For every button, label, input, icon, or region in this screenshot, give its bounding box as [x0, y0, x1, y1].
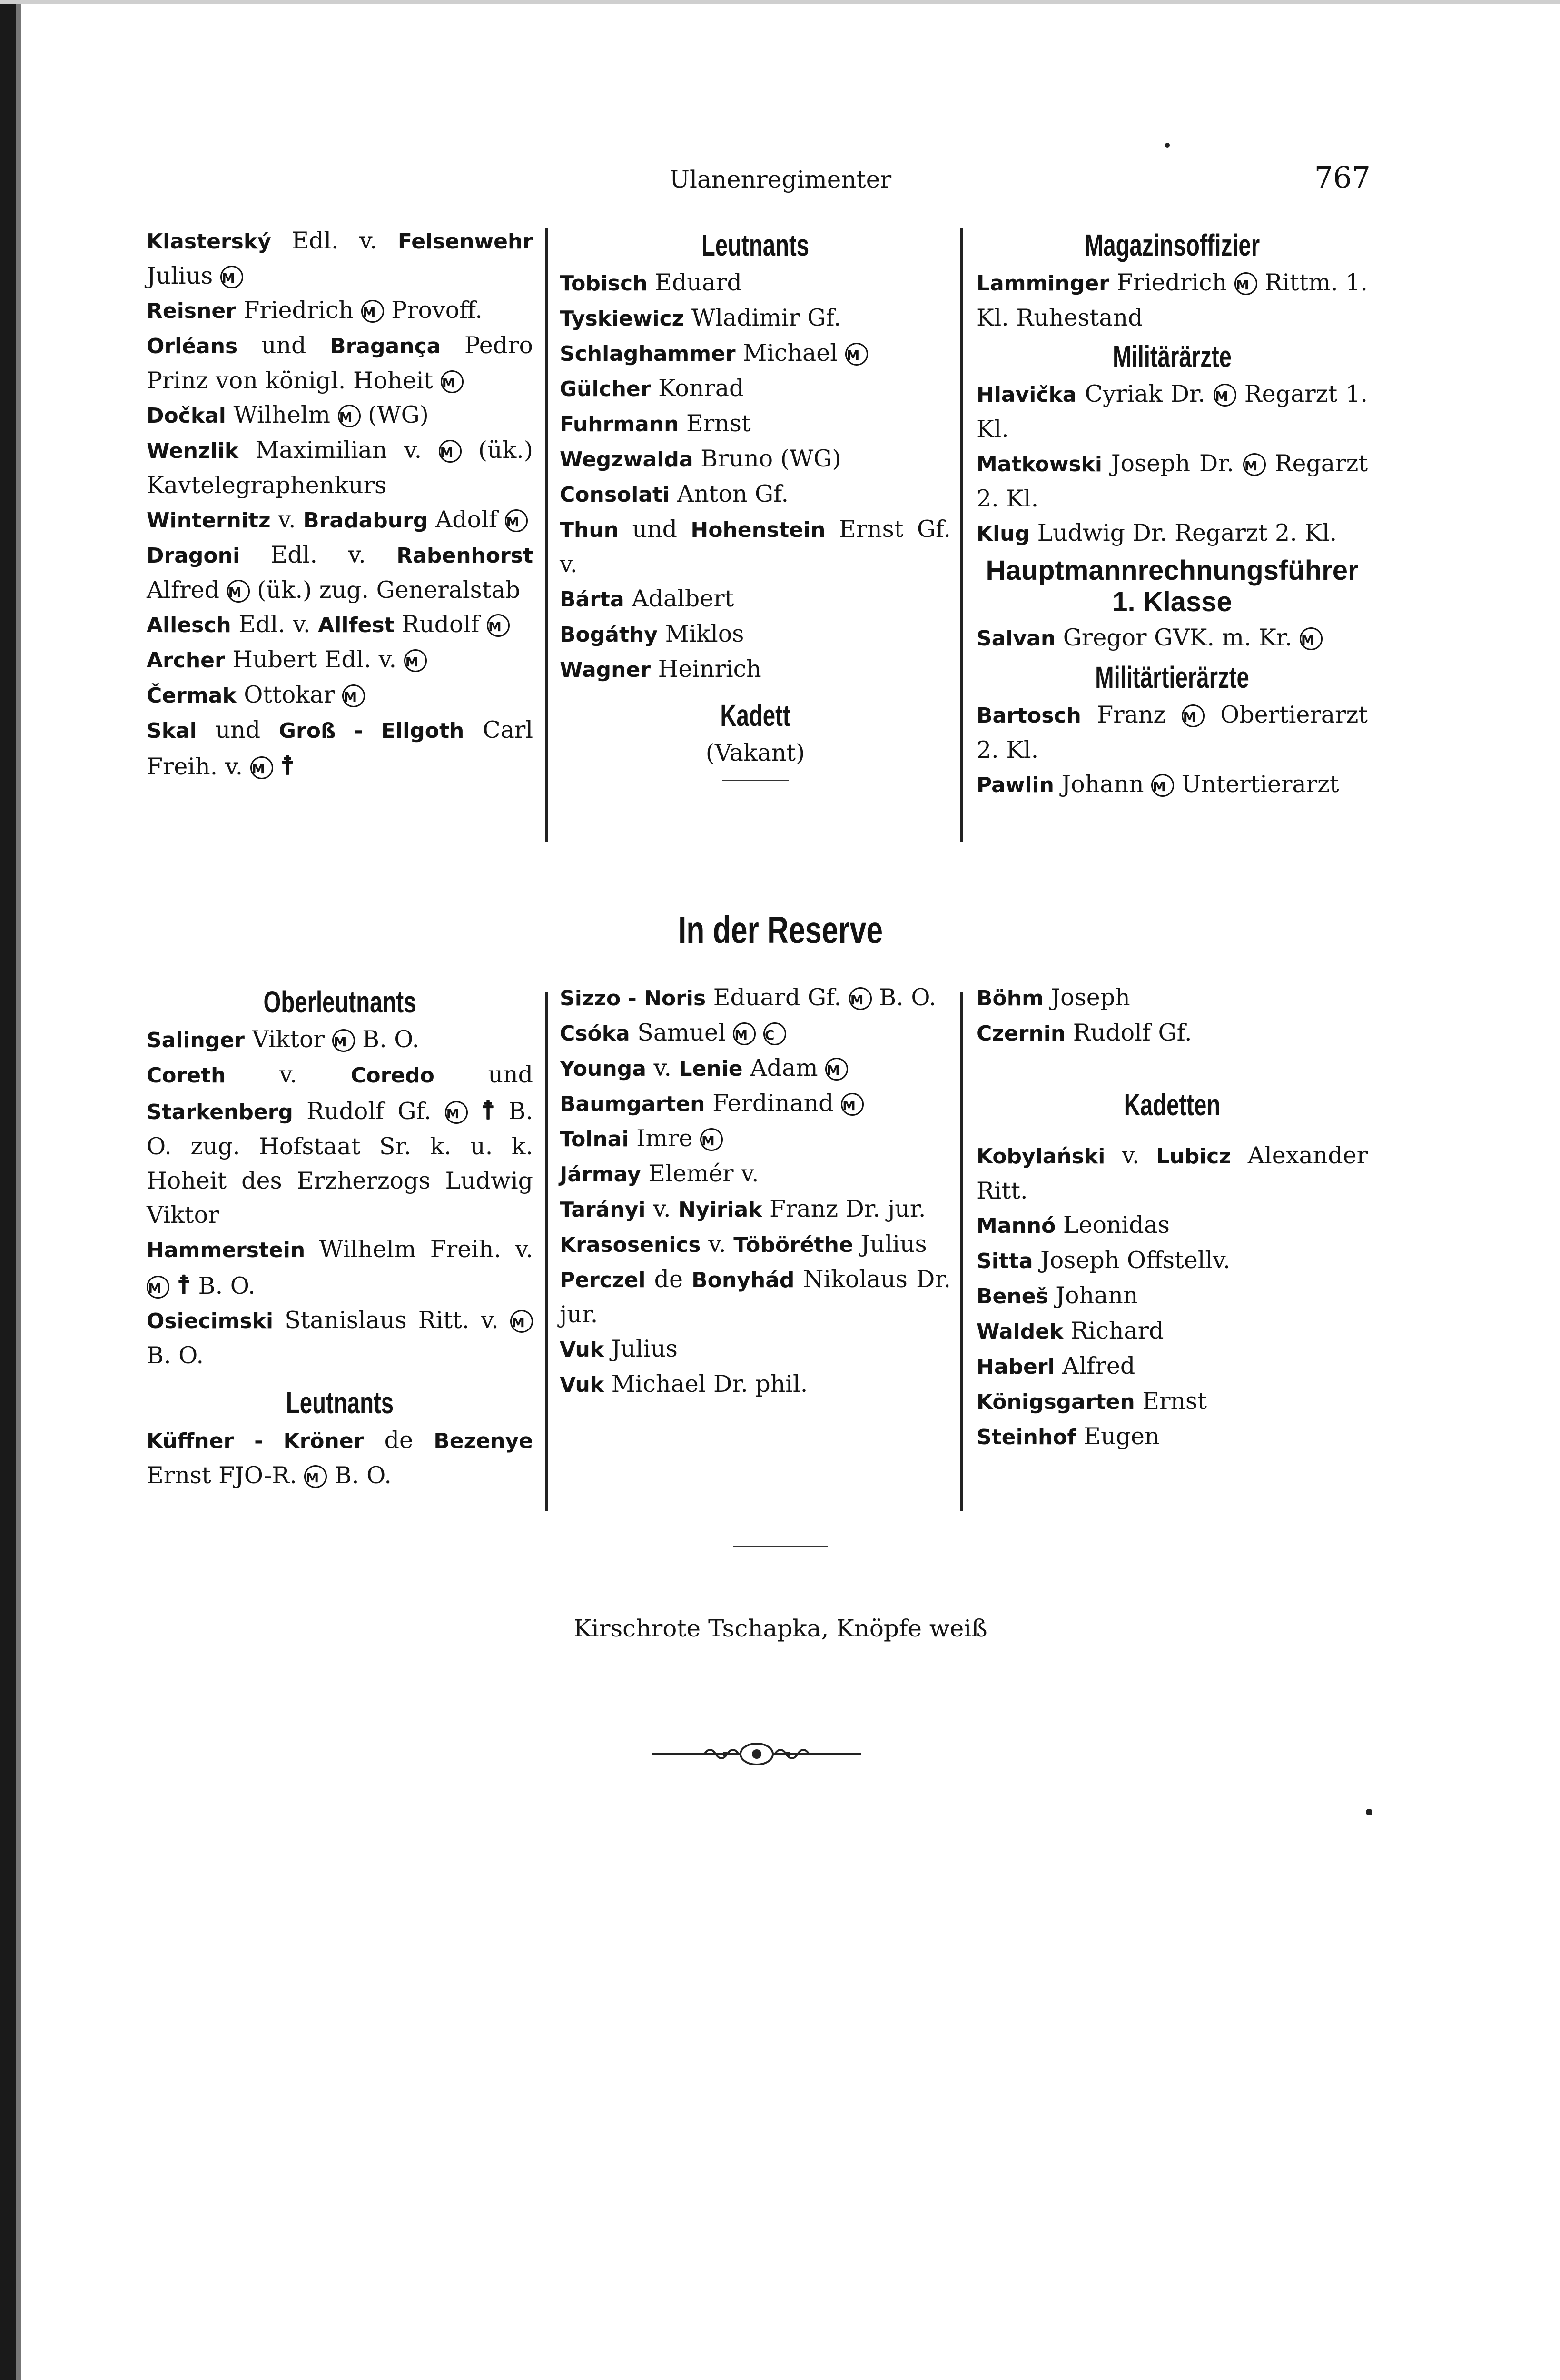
- list-item: Baumgarten Ferdinand M: [560, 1086, 951, 1121]
- medal-icon: M: [841, 1093, 864, 1116]
- list-item: Matkowski Joseph Dr. M Regarzt 2. Kl.: [977, 450, 1368, 512]
- medal-icon: M: [510, 1310, 533, 1333]
- list-item: Czernin Rudolf Gf.: [977, 1019, 1192, 1046]
- top-column-1: [147, 224, 533, 784]
- section-heading-leutnants: Leutnants: [701, 228, 810, 262]
- medal-icon: M: [304, 1465, 327, 1488]
- medal-icon: M: [700, 1128, 723, 1151]
- uniform-note: Kirschrote Tschapka, Knöpfe weiß: [573, 1615, 987, 1642]
- list-item: Orléans und Bragança Pedro Prinz von königl. Hoheit M: [147, 332, 533, 394]
- column-divider: [960, 228, 963, 842]
- list-item: Salvan Gregor GVK. m. Kr. M: [977, 621, 1368, 656]
- medal-icon: M: [445, 1101, 468, 1124]
- list-item: Perczel de Bonyhád Nikolaus Dr. jur.: [560, 1266, 951, 1328]
- list-item: Tyskiewicz Wladimir Gf.: [560, 304, 841, 331]
- list-item: Waldek Richard: [977, 1317, 1164, 1344]
- top-column-3: [977, 224, 1368, 803]
- list-item: Vuk Michael Dr. phil.: [560, 1370, 808, 1398]
- medal-icon: M: [404, 649, 427, 672]
- list-item: Lamminger Friedrich M Rittm. 1. Kl. Ruhestand: [977, 269, 1368, 331]
- reserve-column-1: [147, 981, 533, 1493]
- section-heading-magazinsoffizier: Magazinsoffizier: [1084, 228, 1260, 262]
- list-item: Tolnai Imre M: [560, 1121, 951, 1157]
- list-item: Krasosenics v. Töböréthe Julius: [560, 1230, 927, 1258]
- medal-icon: M: [1234, 272, 1257, 295]
- list-item: Archer Hubert Edl. v. M: [147, 643, 533, 678]
- medal-icon: M: [342, 684, 365, 707]
- section-heading-militaertieraerzte: Militärtierärzte: [1095, 660, 1249, 694]
- list-item: Haberl Alfred: [977, 1352, 1135, 1379]
- ornament-icon: [652, 1737, 861, 1771]
- scan-speck: [1366, 1809, 1372, 1815]
- reserve-column-2: [560, 981, 951, 1402]
- medal-icon: M: [441, 370, 464, 393]
- list-item: Allesch Edl. v. Allfest Rudolf M: [147, 607, 533, 643]
- vacant-note: (Vakant): [705, 739, 805, 766]
- list-item: Wegzwalda Bruno (WG): [560, 445, 841, 472]
- list-item: Hammerstein Wilhelm Freih. v. M ☨ B. O.: [147, 1236, 533, 1300]
- scan-speck: [1165, 143, 1170, 148]
- list-item: Dočkal Wilhelm M (WG): [147, 401, 429, 428]
- list-item: Steinhof Eugen: [977, 1423, 1160, 1450]
- section-heading-rechnungsfuehrer: Hauptmannrechnungsführer 1. Klasse: [986, 555, 1359, 617]
- medal-icon: M: [487, 614, 510, 637]
- medal-icon: M: [1243, 453, 1266, 476]
- list-item: Reisner Friedrich M Provoff.: [147, 297, 483, 324]
- list-item: Salinger Viktor M B. O.: [147, 1026, 420, 1053]
- medal-icon: M: [505, 509, 528, 532]
- medal-icon: M: [849, 987, 872, 1010]
- list-item: Klug Ludwig Dr. Regarzt 2. Kl.: [977, 519, 1337, 546]
- list-item: Wagner Heinrich: [560, 655, 761, 683]
- list-item: Wenzlik Maximilian v. M (ük.) Kavtelegraphenkurs: [147, 436, 533, 499]
- list-item: Böhm Joseph: [977, 984, 1130, 1011]
- medal-icon: M: [220, 266, 243, 288]
- column-divider: [960, 992, 963, 1511]
- list-item: Skal und Groß - Ellgoth Carl Freih. v. M ☨: [147, 716, 533, 781]
- medal-icon: M: [338, 405, 361, 427]
- divider-rule: [733, 1546, 828, 1547]
- list-item: Younga v. Lenie Adam M: [560, 1051, 951, 1086]
- list-item: Pawlin Johann M Untertierarzt: [977, 771, 1339, 798]
- list-item: Tarányi v. Nyiriak Franz Dr. jur.: [560, 1195, 926, 1222]
- list-item: Bárta Adalbert: [560, 585, 734, 612]
- list-item: Dragoni Edl. v. Rabenhorst Alfred M (ük.) zug. Generalstab: [147, 541, 533, 604]
- list-item: Küffner - Kröner de Bezenye Ernst FJO-R. M B. O.: [147, 1427, 533, 1489]
- list-item: Beneš Johann: [977, 1282, 1138, 1309]
- medal-icon: M: [1214, 384, 1236, 407]
- cross-icon: ☨: [481, 1095, 495, 1125]
- section-heading-oberleutnants: Oberleutnants: [263, 985, 416, 1019]
- list-item: Klasterský Edl. v. Felsenwehr Julius M: [147, 227, 533, 289]
- list-item: Winternitz v. Bradaburg Adolf M: [147, 503, 533, 538]
- medal-icon: M: [1300, 627, 1323, 650]
- list-item: Gülcher Konrad: [560, 375, 744, 402]
- medal-icon: M: [845, 343, 868, 366]
- column-divider: [545, 992, 548, 1511]
- page-number: 767: [1314, 160, 1371, 195]
- cross-icon: ☨: [177, 1269, 191, 1300]
- list-item: Schlaghammer Michael M: [560, 336, 951, 371]
- medal-icon: M: [825, 1058, 848, 1081]
- list-item: Jármay Elemér v.: [560, 1160, 759, 1187]
- top-column-2: [560, 224, 951, 781]
- list-item: Tobisch Eduard: [560, 269, 742, 296]
- list-item: Hlavička Cyriak Dr. M Regarzt 1. Kl.: [977, 380, 1368, 443]
- list-item: Čermak Ottokar M: [147, 678, 533, 713]
- list-item: Bogáthy Miklos: [560, 620, 744, 647]
- column-divider: [545, 228, 548, 842]
- list-item: Osiecimski Stanislaus Ritt. v. M B. O.: [147, 1303, 533, 1373]
- running-title: Ulanenregimenter: [669, 166, 892, 193]
- section-heading-kadett: Kadett: [720, 698, 790, 733]
- medal-icon: M: [227, 580, 250, 603]
- medal-icon: M: [332, 1029, 355, 1052]
- medal-icon: M: [250, 756, 273, 779]
- list-item: Thun und Hohenstein Ernst Gf. v.: [560, 516, 951, 578]
- medal-icon: M: [361, 300, 384, 323]
- divider-rule: [722, 780, 789, 781]
- list-item: Coreth v. Coredo und Starkenberg Rudolf Gf. M ☨ B. O. zug. Hofstaat Sr. k. u. k. Hoheit des Erzherzogs Ludwig Viktor: [147, 1061, 533, 1229]
- section-heading-kadetten: Kadetten: [1124, 1088, 1221, 1122]
- medal-icon: M: [439, 440, 462, 463]
- section-heading-leutnants: Leutnants: [286, 1386, 394, 1420]
- cross-icon: ☨: [280, 750, 295, 781]
- list-item: Sitta Joseph Offstellv.: [977, 1247, 1231, 1274]
- medal-icon: M: [1151, 774, 1174, 797]
- scan-top-edge: [0, 0, 1560, 4]
- list-item: Sizzo - Noris Eduard Gf. M B. O.: [560, 984, 937, 1011]
- list-item: Consolati Anton Gf.: [560, 480, 789, 507]
- medal-icon: M: [733, 1022, 756, 1045]
- list-item: Fuhrmann Ernst: [560, 410, 751, 437]
- list-item: Bartosch Franz M Obertierarzt 2. Kl.: [977, 701, 1368, 764]
- list-item: Königsgarten Ernst: [977, 1388, 1207, 1415]
- medal-icon: M: [1182, 704, 1205, 727]
- scan-edge-shadow: [16, 0, 21, 2380]
- list-item: Csóka Samuel M C: [560, 1016, 951, 1051]
- c-mark-icon: C: [763, 1022, 786, 1045]
- medal-icon: M: [147, 1276, 169, 1299]
- scan-edge: [0, 0, 16, 2380]
- list-item: Kobylański v. Lubicz Alexander Ritt.: [977, 1142, 1368, 1204]
- list-item: Vuk Julius: [560, 1335, 678, 1362]
- section-heading-militaeraerzte: Militärärzte: [1112, 339, 1232, 374]
- reserve-heading: In der Reserve: [678, 909, 883, 951]
- reserve-column-3: [977, 981, 1368, 1455]
- list-item: Mannó Leonidas: [977, 1211, 1170, 1239]
